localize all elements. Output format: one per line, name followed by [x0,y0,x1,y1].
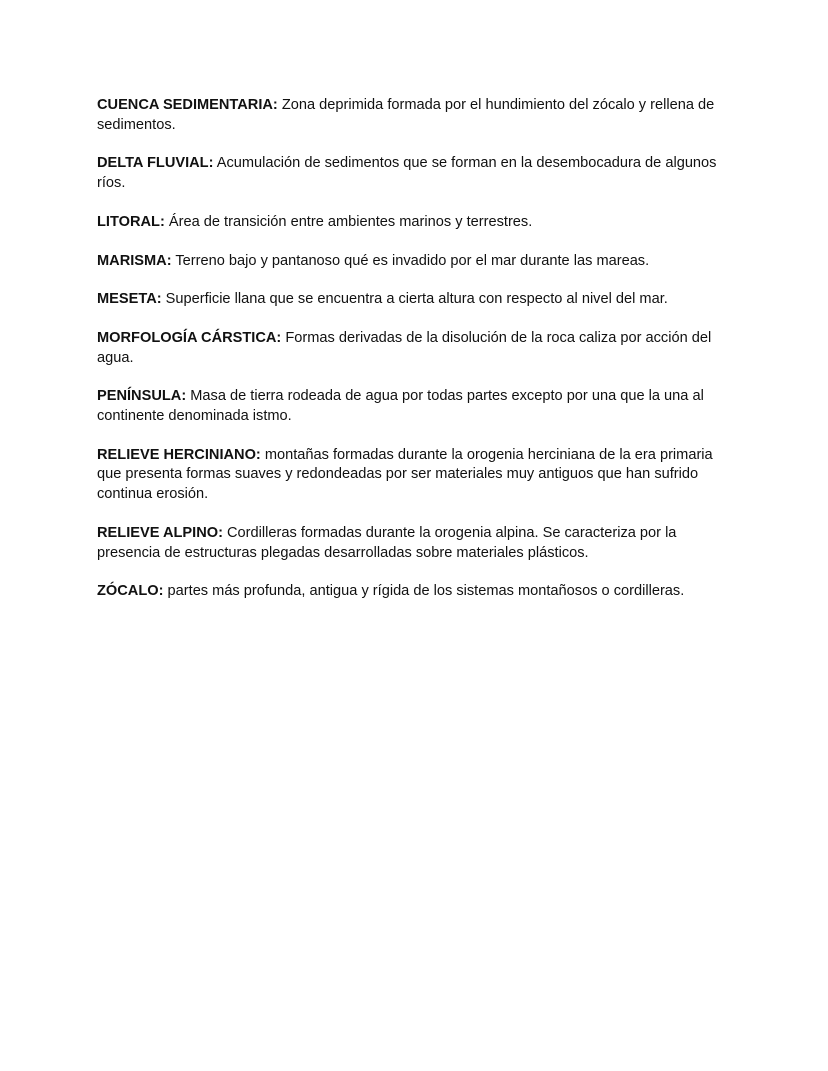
glossary-entry-peninsula [97,387,737,426]
glossary-term: MARISMA: [97,252,172,269]
glossary-entry-morfologia-carstica [97,329,737,368]
glossary-term: CUENCA SEDIMENTARIA: [97,97,278,113]
glossary-entry-relieve-herciniano [97,446,737,505]
glossary-term: ZÓCALO: [97,583,164,600]
glossary-term: DELTA FLUVIAL: [97,155,214,172]
glossary-entry-cuenca-sedimentaria [97,96,737,135]
glossary-definition: partes más profunda, antigua y rígida de los sistemas montañosos o cordilleras. [167,583,685,600]
glossary-entry-litoral [97,213,737,233]
glossary-entry-delta-fluvial [97,154,737,193]
glossary-term: MESETA: [97,291,162,308]
glossary-entry-relieve-alpino [97,524,737,563]
glossary-definition: Terreno bajo y pantanoso qué es invadido por el mar durante las mareas. [175,252,650,269]
glossary-term: RELIEVE HERCINIANO: [97,446,261,463]
glossary-term: MORFOLOGÍA CÁRSTICA: [97,329,282,346]
glossary-definition: Superficie llana que se encuentra a cierta altura con respecto al nivel del mar. [165,291,668,308]
glossary-definition: Cordilleras formadas durante la orogenia alpina. Se caracteriza por la presencia de estructuras plegadas desarrolladas sobre materiales plásticos. [97,524,677,561]
glossary-definition: montañas formadas durante la orogenia herciniana de la era primaria que presenta formas suaves y redondeadas por ser materiales muy antiguos que han sufrido continua erosión. [97,446,713,503]
glossary-term: RELIEVE ALPINO: [97,524,223,541]
glossary-term: LITORAL: [97,213,165,230]
glossary-definition: Área de transición entre ambientes marinos y terrestres. [168,213,533,230]
glossary-term: PENÍNSULA: [97,388,187,405]
glossary-entry-meseta [97,290,737,310]
glossary-definition: Formas derivadas de la disolución de la roca caliza por acción del agua. [97,329,712,366]
glossary-document [97,96,737,621]
glossary-entry-marisma [97,252,737,272]
glossary-definition: Masa de tierra rodeada de agua por todas partes excepto por una que la una al continente denominada istmo. [97,388,704,425]
glossary-definition: Acumulación de sedimentos que se forman en la desembocadura de algunos ríos. [97,155,717,192]
glossary-entry-zocalo [97,582,737,602]
glossary-definition: Zona deprimida formada por el hundimiento del zócalo y rellena de sedimentos. [97,97,715,133]
